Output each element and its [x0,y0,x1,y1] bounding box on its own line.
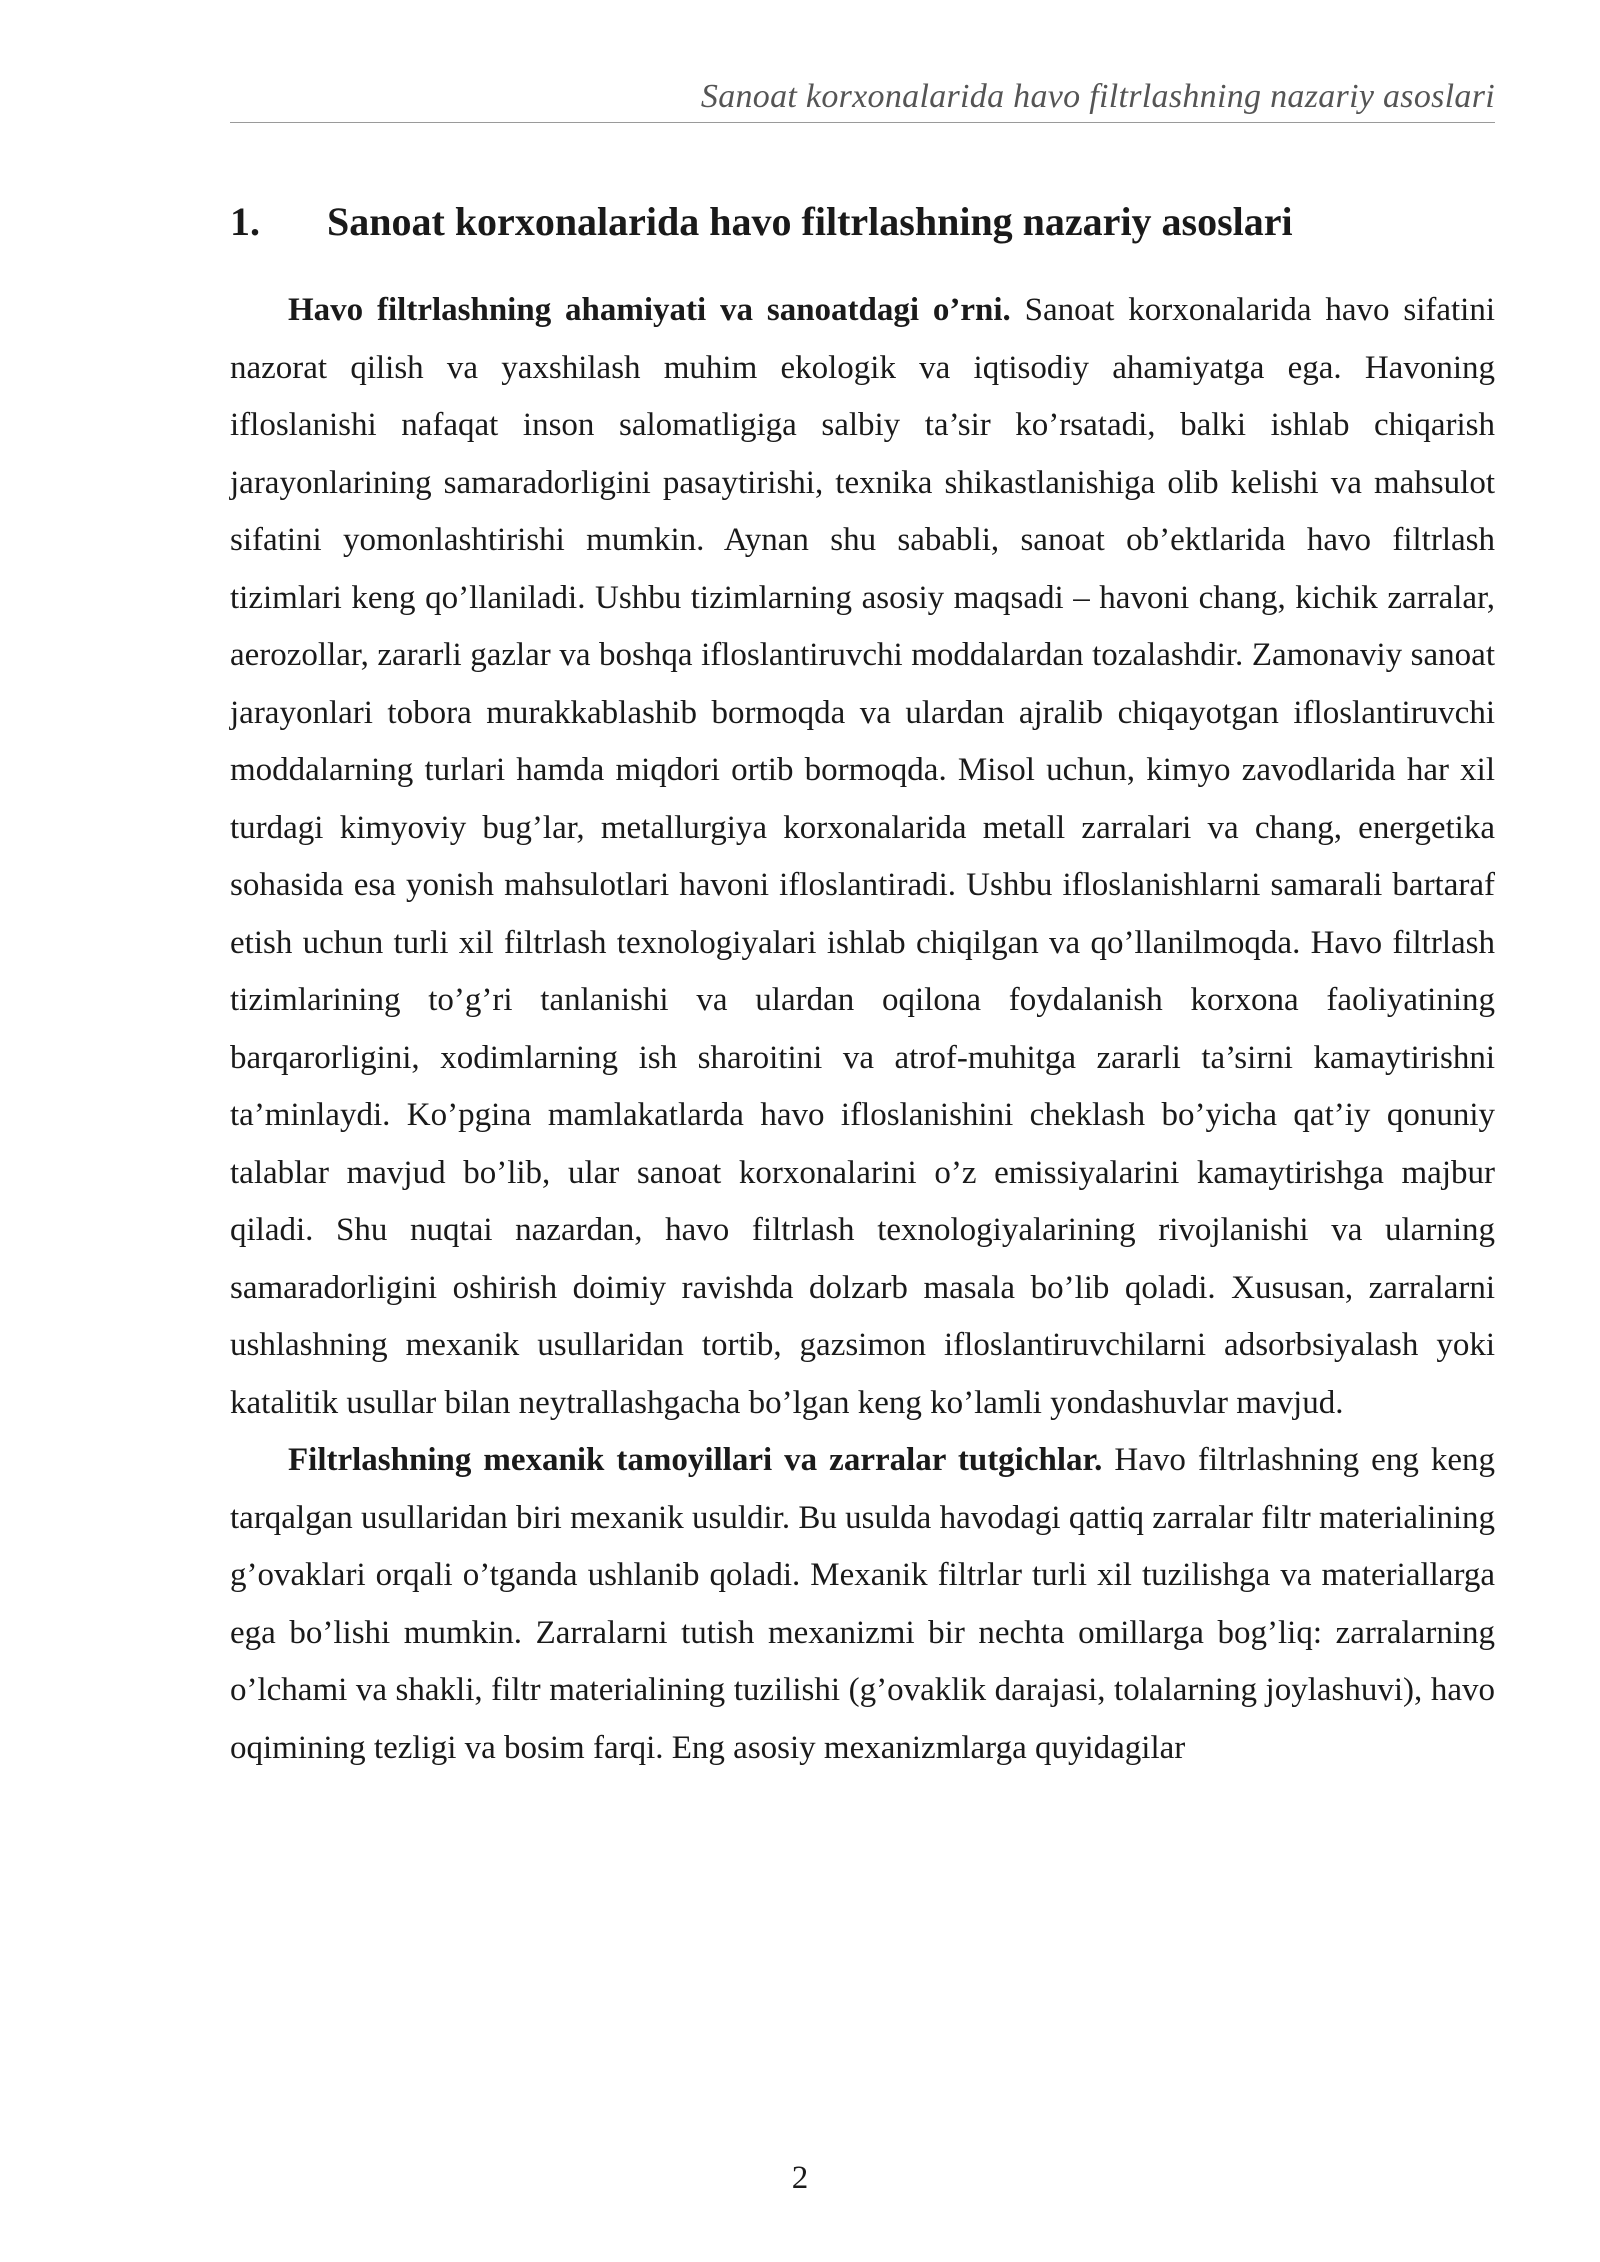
paragraph-lead: Havo filtrlashning ahamiyati va sanoatdagi o’rni. [288,292,1011,328]
paragraph [230,282,1495,1432]
paragraph-text: Sanoat korxonalarida havo sifatini nazorat qilish va yaxshilash muhim ekologik va iqtisodiy ahamiyatga ega. Havoning ifloslanishi nafaqat inson salomatligiga salbiy ta’sir ko’rsatadi, balki ishlab chiqarish jarayonlarining samaradorligini pasaytirishi, texnika shikastlanishiga olib kelishi va mahsulot sifatini yomonlashtirishi mumkin. Aynan shu sababli, sanoat ob’ektlarida havo filtrlash tizimlari keng qo’llaniladi. Ushbu tizimlarning asosiy maqsadi – havoni chang, kichik zarralar, aerozollar, zararli gazlar va boshqa ifloslantiruvchi moddalardan tozalashdir. Zamonaviy sanoat jarayonlari tobora murakkablashib bormoqda va ulardan ajralib chiqayotgan ifloslantiruvchi moddalarning turlari hamda miqdori ortib bormoqda. Misol uchun, kimyo zavodlarida har xil turdagi kimyoviy bug’lar, metallurgiya korxonalarida metall zarralari va chang, energetika sohasida esa yonish mahsulotlari havoni ifloslantiradi. Ushbu ifloslanishlarni samarali bartaraf etish uchun turli xil filtrlash texnologiyalari ishlab chiqilgan va qo’llanilmoqda. Havo filtrlash tizimlarining to’g’ri tanlanishi va ulardan oqilona foydalanish korxona faoliyatining barqarorligini, xodimlarning ish sharoitini va atrof-muhitga zararli ta’sirni kamaytirishni ta’minlaydi. Ko’pgina mamlakatlarda havo ifloslanishini cheklash bo’yicha qat’iy qonuniy talablar mavjud bo’lib, ular sanoat korxonalarini o’z emissiyalarini kamaytirishga majbur qiladi. Shu nuqtai nazardan, havo filtrlash texnologiyalarining rivojlanishi va ularning samaradorligini oshirish doimiy ravishda dolzarb masala bo’lib qoladi. Xususan, zarralarni ushlashning mexanik usullaridan tortib, gazsimon ifloslantiruvchilarni adsorbsiyalash yoki katalitik usullar bilan neytrallashgacha bo’lgan keng ko’lamli yondashuvlar mavjud. [230,292,1496,1421]
running-header-title: Sanoat korxonalarida havo filtrlashning nazariy asoslari [700,78,1495,115]
chapter-title-text: Sanoat korxonalarida havo filtrlashning nazariy asoslari [327,199,1293,244]
chapter-number: 1. [230,199,260,244]
page-number: 2 [791,2160,809,2196]
chapter-title [230,192,1495,252]
page-content [230,192,1495,1777]
paragraph-text: Havo filtrlashning eng keng tarqalgan usullaridan biri mexanik usuldir. Bu usulda havodagi qattiq zarralar filtr materialining g’ovaklari orqali o’tganda ushlanib qoladi. Mexanik filtrlar turli xil tuzilishga va materiallarga ega bo’lishi mumkin. Zarralarni tutish mexanizmi bir nechta omillarga bog’liq: zarralarning o’lchami va shakli, filtr materialining tuzilishi (g’ovaklik darajasi, tolalarning joylashuvi), havo oqimining tezligi va bosim farqi. Eng asosiy mexanizmlarga quyidagilar [230,1442,1495,1766]
running-header [230,72,1495,123]
paragraph [230,1432,1495,1777]
paragraph-lead: Filtrlashning mexanik tamoyillari va zarralar tutgichlar. [288,1442,1103,1478]
